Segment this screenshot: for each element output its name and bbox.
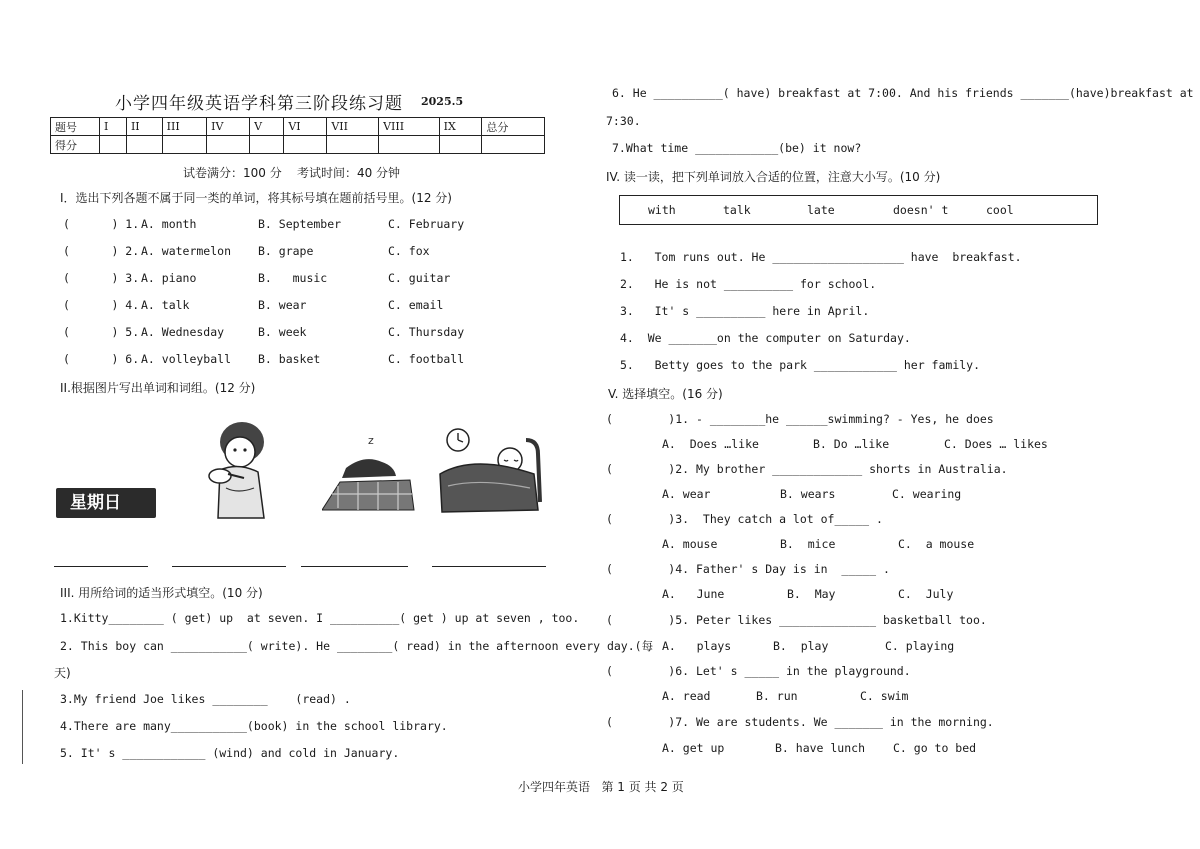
s4-item[interactable]: 5. Betty goes to the park ____________ her family.: [620, 358, 981, 372]
page-footer: 小学四年英语 第 1 页 共 2 页: [518, 780, 684, 794]
score-points-row: [51, 136, 545, 154]
s5-question[interactable]: ( )7. We are students. We _______ in the morning.: [606, 715, 994, 729]
score-col-5: V: [250, 118, 284, 136]
points-row-label: 得分: [51, 136, 100, 154]
s5-option[interactable]: A. get up: [662, 741, 725, 755]
score-col-7: VII: [327, 118, 379, 136]
s1-option-c: C. February: [388, 217, 465, 231]
score-col-total: 总分: [482, 118, 545, 136]
word-bank-item[interactable]: talk: [723, 203, 751, 217]
section2-heading: II.根据图片写出单词和词组。(12 分): [60, 381, 256, 395]
section3-heading: III. 用所给词的适当形式填空。(10 分): [60, 586, 263, 600]
score-col-6: VI: [284, 118, 327, 136]
s1-option-a: A. piano: [141, 271, 197, 285]
score-table: [50, 117, 545, 154]
word-bank-item[interactable]: cool: [986, 203, 1014, 217]
s1-option-b: B. September: [258, 217, 342, 231]
points-cell[interactable]: [379, 136, 440, 154]
s5-option[interactable]: C. go to bed: [893, 741, 977, 755]
score-col-2: II: [126, 118, 162, 136]
answer-line[interactable]: [301, 566, 408, 567]
answer-line[interactable]: [432, 566, 546, 567]
s5-option[interactable]: C. playing: [885, 639, 955, 653]
s3-line[interactable]: 3.My friend Joe likes ________ (read) .: [60, 692, 351, 706]
score-col-1: I: [100, 118, 127, 136]
answer-line[interactable]: [172, 566, 286, 567]
section4-heading: IV. 读一读，把下列单词放入合适的位置，注意大小写。(10 分): [606, 170, 941, 184]
points-cell[interactable]: [250, 136, 284, 154]
section5-heading: V. 选择填空。(16 分): [608, 387, 723, 401]
score-row-label: 题号: [51, 118, 100, 136]
s5-option[interactable]: A. plays: [662, 639, 732, 653]
s1-option-c: C. email: [388, 298, 444, 312]
word-bank-item[interactable]: late: [807, 203, 835, 217]
s5-option[interactable]: B. have lunch: [775, 741, 866, 755]
section1-heading: I．选出下列各题不属于同一类的单词，将其标号填在题前括号里。(12 分): [60, 191, 452, 205]
s5-question[interactable]: ( )5. Peter likes ______________ basketball too.: [606, 613, 987, 627]
word-bank-item[interactable]: with: [648, 203, 676, 217]
points-cell[interactable]: [126, 136, 162, 154]
points-cell[interactable]: [207, 136, 250, 154]
s1-num[interactable]: ( ) 6.: [63, 352, 140, 366]
s1-option-a: A. watermelon: [141, 244, 232, 258]
s5-option[interactable]: B. May: [787, 587, 836, 601]
s1-option-c: C. fox: [388, 244, 430, 258]
s5-option[interactable]: C. July: [898, 587, 954, 601]
s5-option[interactable]: B. play: [773, 639, 829, 653]
s4-item[interactable]: 3. It' s __________ here in April.: [620, 304, 870, 318]
s5-question[interactable]: ( )1. - ________he ______swimming? - Yes, he does: [606, 412, 994, 426]
s3-line[interactable]: 2. This boy can ___________( write). He ________( read) in the afternoon every day.(每: [60, 639, 654, 653]
s3-line-7[interactable]: 7.What time ____________(be) it now?: [612, 141, 862, 155]
s5-option[interactable]: A. read: [662, 689, 711, 703]
s5-question[interactable]: ( )3. They catch a lot of_____ .: [606, 512, 883, 526]
s5-option[interactable]: A. mouse: [662, 537, 718, 551]
score-col-9: IX: [439, 118, 482, 136]
boy-eating-illustration: [198, 418, 280, 522]
score-col-4: IV: [207, 118, 250, 136]
word-bank-item[interactable]: doesn' t: [893, 203, 949, 217]
s3-line: 天): [54, 666, 71, 680]
s5-option[interactable]: B. Do …like: [813, 437, 890, 451]
s5-option[interactable]: B. mice: [780, 537, 836, 551]
s1-num[interactable]: ( ) 1.: [63, 217, 140, 231]
s5-option[interactable]: C. Does … likes: [944, 437, 1048, 451]
points-cell[interactable]: [100, 136, 127, 154]
points-cell[interactable]: [162, 136, 207, 154]
exam-date: 2025.5: [421, 95, 464, 108]
s5-option[interactable]: C. wearing: [892, 487, 962, 501]
points-cell[interactable]: [284, 136, 327, 154]
binding-margin-mark: [22, 690, 23, 764]
points-cell[interactable]: [327, 136, 379, 154]
s5-option[interactable]: C. a mouse: [898, 537, 975, 551]
s3-line[interactable]: 4.There are many___________(book) in the school library.: [60, 719, 448, 733]
s1-num[interactable]: ( ) 4.: [63, 298, 140, 312]
s1-option-a: A. talk: [141, 298, 190, 312]
points-cell[interactable]: [482, 136, 545, 154]
s1-option-b: B. wear: [258, 298, 307, 312]
s3-line[interactable]: 1.Kitty________ ( get) up at seven. I __________( get ) up at seven , too.: [60, 611, 580, 625]
s1-num[interactable]: ( ) 5.: [63, 325, 140, 339]
s5-option[interactable]: B. run: [756, 689, 798, 703]
exam-title: 小学四年级英语学科第三阶段练习题: [115, 94, 403, 114]
s1-option-a: A. volleyball: [141, 352, 232, 366]
s1-num[interactable]: ( ) 2.: [63, 244, 140, 258]
cat-on-wall-illustration: [322, 430, 418, 512]
s5-option[interactable]: A. Does …like: [662, 437, 759, 451]
score-col-8: VIII: [379, 118, 440, 136]
s1-option-b: B. week: [258, 325, 307, 339]
s5-option[interactable]: B. wears: [780, 487, 836, 501]
word-bank-box: [619, 195, 1098, 225]
s5-question[interactable]: ( )6. Let' s _____ in the playground.: [606, 664, 911, 678]
s5-question[interactable]: ( )4. Father' s Day is in _____ .: [606, 562, 890, 576]
s1-option-b: B. basket: [258, 352, 321, 366]
score-col-3: III: [162, 118, 207, 136]
s1-option-b: B. grape: [258, 244, 314, 258]
svg-text:z: z: [368, 434, 374, 447]
s5-option[interactable]: C. swim: [860, 689, 909, 703]
s1-option-c: C. guitar: [388, 271, 451, 285]
s3-line[interactable]: 5. It' s ____________ (wind) and cold in January.: [60, 746, 400, 760]
s5-option[interactable]: A. wear: [662, 487, 711, 501]
s1-option-a: A. month: [141, 217, 197, 231]
score-header-row: [51, 118, 545, 136]
s4-item[interactable]: 2. He is not __________ for school.: [620, 277, 877, 291]
s5-option[interactable]: A. June: [662, 587, 725, 601]
points-cell[interactable]: [439, 136, 482, 154]
badge-text: 星期日: [70, 493, 121, 513]
s1-option-b: B. music: [258, 271, 328, 285]
answer-line[interactable]: [54, 566, 148, 567]
s1-option-c: C. football: [388, 352, 465, 366]
s1-option-a: A. Wednesday: [141, 325, 225, 339]
s4-item[interactable]: 4. We _______on the computer on Saturday.: [620, 331, 911, 345]
s3-line-6[interactable]: 6. He __________( have) breakfast at 7:00. And his friends _______(have)breakfast at: [612, 86, 1194, 100]
exam-info: 试卷满分：100 分 考试时间：40 分钟: [183, 166, 401, 180]
sleeping-in-bed-illustration: [434, 426, 548, 522]
s4-item[interactable]: 1. Tom runs out. He ___________________ have breakfast.: [620, 250, 1022, 264]
s1-num[interactable]: ( ) 3.: [63, 271, 140, 285]
s3-line-6-cont: 7:30.: [606, 114, 641, 128]
s1-option-c: C. Thursday: [388, 325, 465, 339]
sunday-badge: [56, 488, 156, 518]
s5-question[interactable]: ( )2. My brother _____________ shorts in Australia.: [606, 462, 1008, 476]
